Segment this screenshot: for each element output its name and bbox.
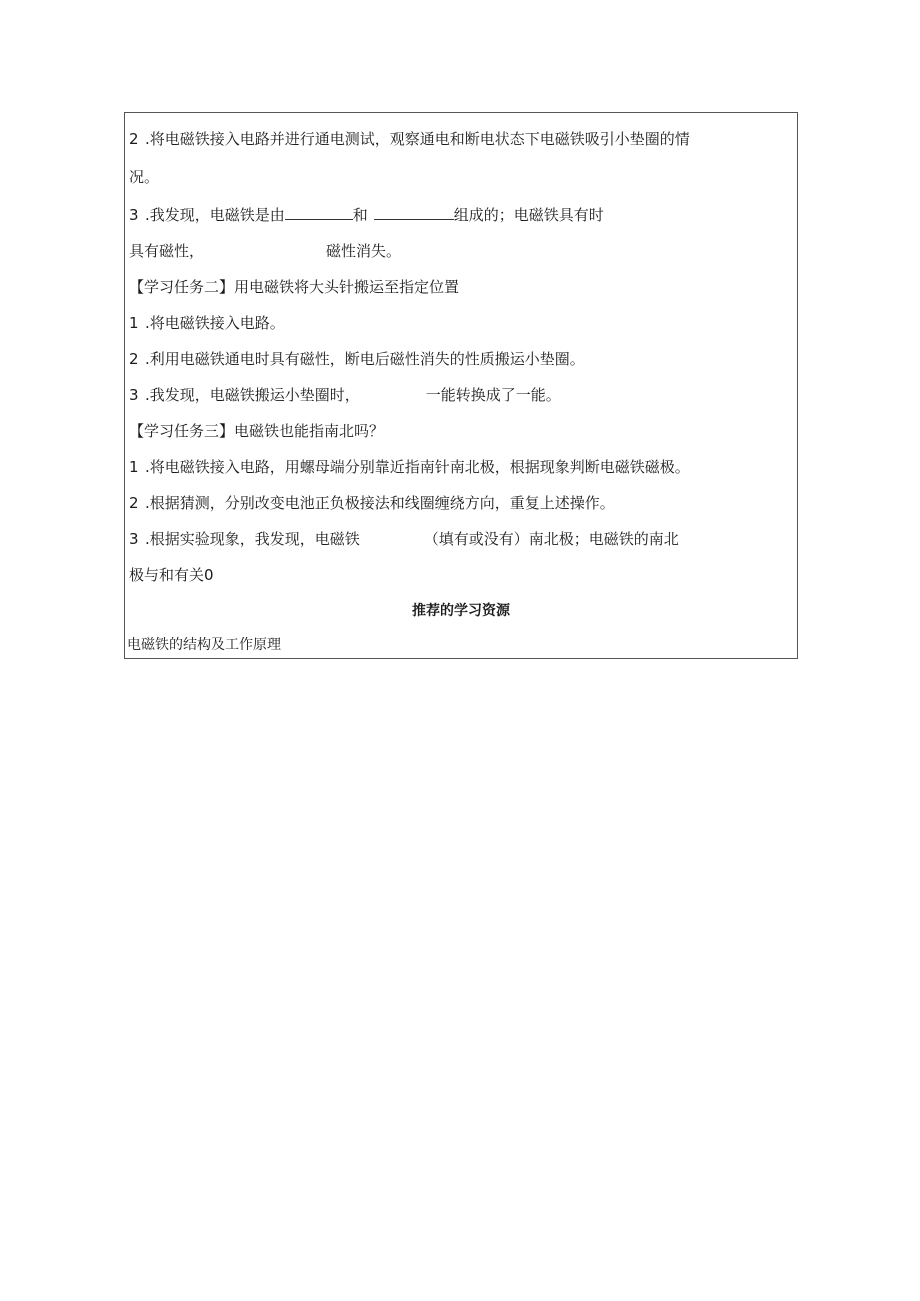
item-text: .根据猜测，分别改变电池正负极接法和线圈缠绕方向，重复上述操作。 [145, 494, 615, 512]
section-heading: 【学习任务二】用电磁铁将大头针搬运至指定位置 [129, 278, 460, 296]
task1-item2-line2 [129, 167, 159, 187]
resources-heading: 推荐的学习资源 [412, 603, 510, 619]
task2-item1 [129, 313, 285, 333]
item-text: 况。 [129, 168, 160, 186]
task1-item2-line1 [129, 129, 690, 149]
item-text: 组成的；电磁铁具有时 [453, 206, 604, 224]
item-text: 一能转换成了一能。 [425, 386, 561, 404]
task2-item2 [129, 349, 585, 369]
fill-blank-1[interactable] [285, 205, 353, 220]
task1-item3-line1 [129, 205, 604, 225]
resource-item: 电磁铁的结构及工作原理 [127, 637, 281, 653]
item-number: 2 [129, 350, 139, 368]
item-number: 2 [129, 494, 139, 512]
task3-item1 [129, 457, 690, 477]
item-text: .将电磁铁接入电路。 [145, 314, 285, 332]
item-number: 3 [129, 386, 139, 404]
task3-item3-line1 [129, 529, 679, 549]
item-text: 磁性消失。 [326, 242, 402, 260]
section-heading: 【学习任务三】电磁铁也能指南北吗？ [129, 422, 385, 440]
fill-blank-2[interactable] [374, 205, 454, 220]
worksheet-table [124, 112, 798, 659]
item-number: 1 [129, 458, 139, 476]
item-text: .将电磁铁接入电路并进行通电测试，观察通电和断电状态下电磁铁吸引小垫圈的情 [145, 130, 690, 148]
task3-item3-line2 [129, 565, 214, 585]
item-text: .我发现，电磁铁搬运小垫圈时， [145, 386, 360, 404]
item-number: 3 [129, 530, 139, 548]
task2-heading [129, 277, 459, 297]
item-text: 极与和有关0 [129, 566, 214, 584]
item-text: .我发现，电磁铁是由 [145, 206, 285, 224]
item-text: 和 [352, 206, 368, 224]
item-text: （填有或没有）南北极；电磁铁的南北 [423, 530, 679, 548]
item-text: .根据实验现象，我发现，电磁铁 [145, 530, 360, 548]
task2-item3 [129, 385, 561, 405]
item-text: 具有磁性， [129, 242, 205, 260]
item-number: 1 [129, 314, 139, 332]
item-text: .利用电磁铁通电时具有磁性，断电后磁性消失的性质搬运小垫圈。 [145, 350, 585, 368]
task3-item2 [129, 493, 615, 513]
item-text: .将电磁铁接入电路，用螺母端分别靠近指南针南北极，根据现象判断电磁铁磁极。 [145, 458, 690, 476]
item-number: 3 [129, 206, 139, 224]
task3-heading [129, 421, 384, 441]
task1-item3-line2 [129, 241, 401, 261]
item-number: 2 [129, 130, 139, 148]
